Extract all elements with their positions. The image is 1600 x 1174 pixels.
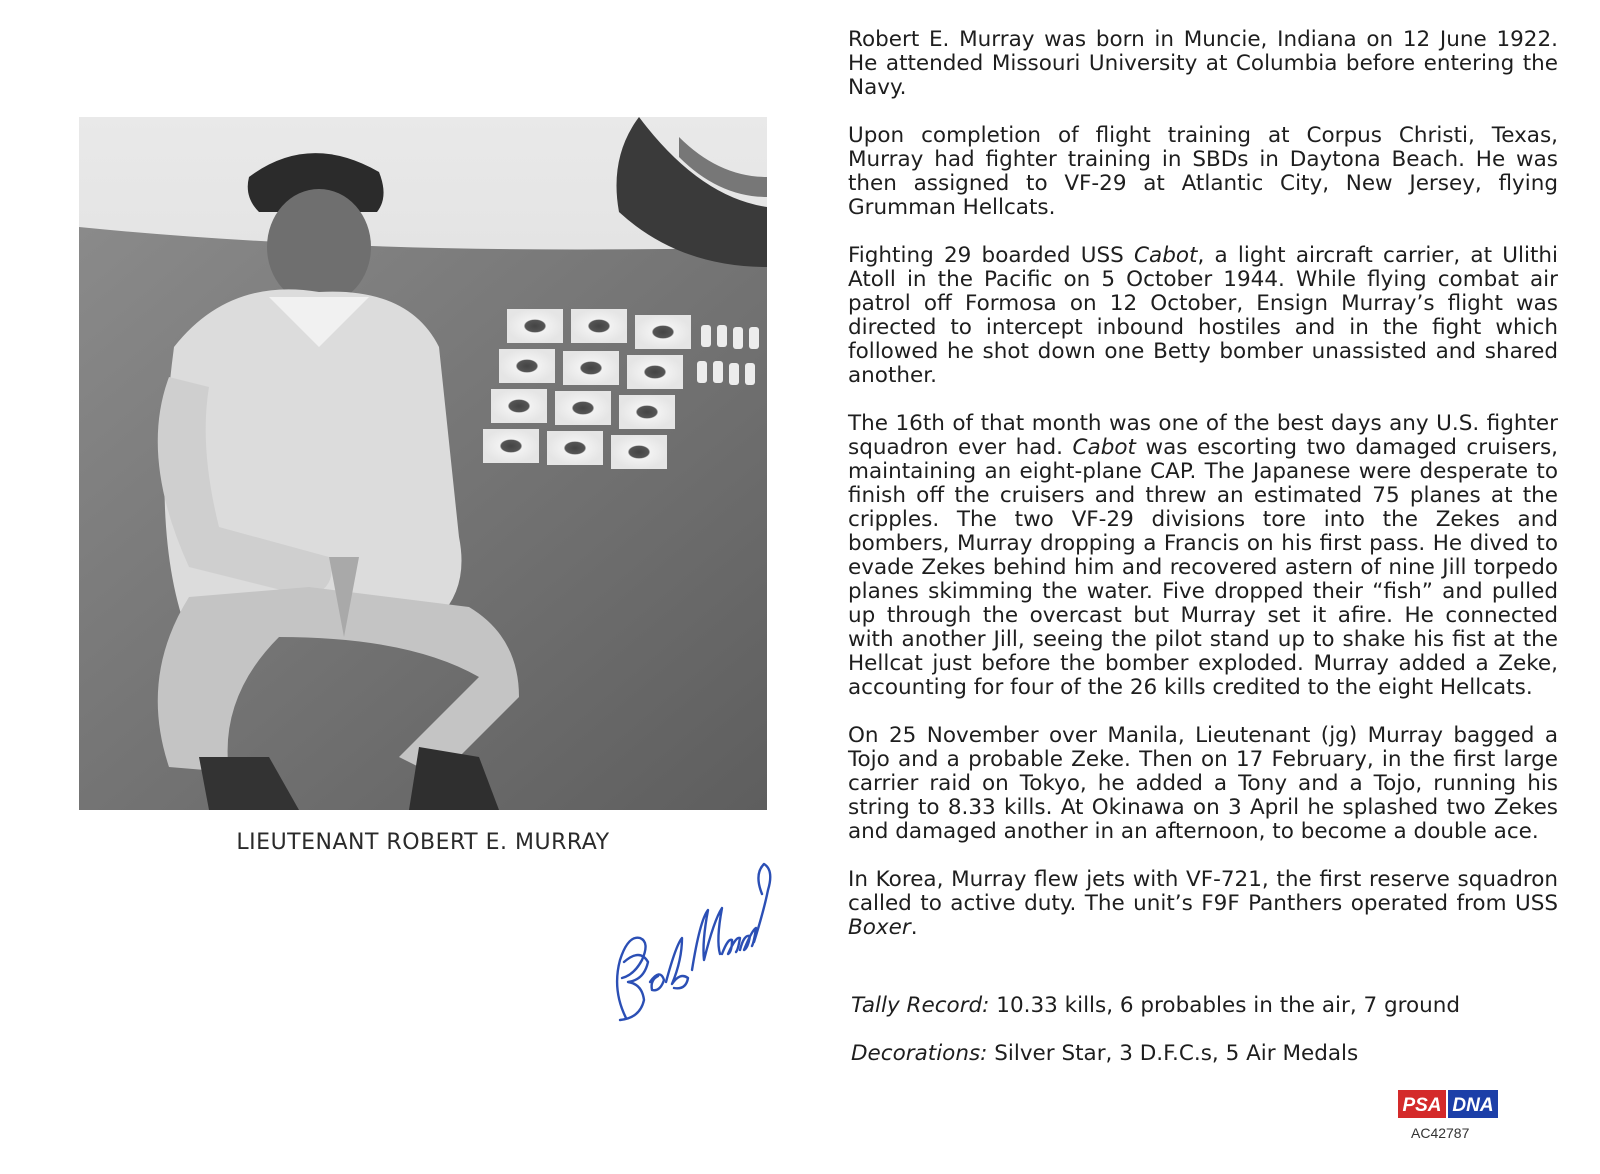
decorations-value: Silver Star, 3 D.F.C.s, 5 Air Medals: [987, 1041, 1359, 1066]
decorations-label: Decorations:: [851, 1041, 988, 1066]
ship-name: Cabot: [1134, 243, 1198, 268]
tally-label: Tally Record:: [851, 993, 990, 1018]
bio-paragraph-training: Upon completion of flight training at Corpus Christi, Texas, Murray had fighter training in SBDs in Daytona Beach. He was then assigned to VF-29 at Atlantic City, New Jersey, flying Grumman Hellcats.: [848, 123, 1558, 220]
bio-paragraph-manila: On 25 November over Manila, Lieutenant (jg) Murray bagged a Tojo and a probable Zeke. Then on 17 February, in the first large carrier raid on Tokyo, he added a Tony and a Tojo, running his string to 8.33 kills. At Okinawa on 3 April he splashed two Zekes and damaged another in an afternoon, to become a double ace.: [848, 723, 1558, 844]
tally-record: [851, 993, 1460, 1018]
pilot-photo: [79, 117, 767, 810]
ship-name: Boxer: [848, 915, 911, 940]
bio-paragraph-birth: Robert E. Murray was born in Muncie, Indiana on 12 June 1922. He attended Missouri University at Columbia before entering the Navy.: [848, 27, 1558, 100]
dna-text: DNA: [1452, 1095, 1494, 1116]
tally-value: 10.33 kills, 6 probables in the air, 7 ground: [989, 993, 1461, 1018]
ship-name: Cabot: [1072, 435, 1136, 460]
photo-caption: LIEUTENANT ROBERT E. MURRAY: [236, 830, 610, 855]
psa-dna-logo: [1398, 1090, 1498, 1118]
bio-paragraph-cabot: Fighting 29 boarded USS Cabot, a light aircraft carrier, at Ulithi Atoll in the Pacific on 5 October 1944. While flying combat air patrol off Formosa on 12 October, Ensign Murray’s flight was directed to intercept inbound hostiles and in the fight which followed he shot down one Betty bomber unassisted and shared another.: [848, 243, 1558, 388]
decorations: [851, 1041, 1358, 1066]
biography: [848, 28, 1558, 964]
bio-paragraph-korea: In Korea, Murray flew jets with VF-721, the first reserve squadron called to active duty. The unit’s F9F Panthers operated from USS Boxer.: [848, 867, 1558, 940]
certificate-number: AC42787: [1411, 1125, 1470, 1141]
autograph-signature: [604, 850, 784, 1050]
pilot-photo-icon: [79, 117, 767, 810]
psa-text: PSA: [1402, 1095, 1442, 1116]
bio-paragraph-16th: The 16th of that month was one of the best days any U.S. fighter squadron ever had. Cabot was escorting two damaged cruisers, maintaining an eight-plane CAP. The Japanese were desperate to finish off the cruisers and threw an estimated 75 planes at the cripples. The two VF-29 divisions tore into the Zekes and bombers, Murray dropping a Francis on his first pass. He dived to evade Zekes behind him and recovered astern of nine Jill torpedo planes skimming the water. Five dropped their “fish” and pulled up through the overcast but Murray set it afire. He connected with another Jill, seeing the pilot stand up to shake his fist at the Hellcat just before the bomber exploded. Murray added a Zeke, accounting for four of the 26 kills credited to the eight Hellcats.: [848, 411, 1558, 700]
